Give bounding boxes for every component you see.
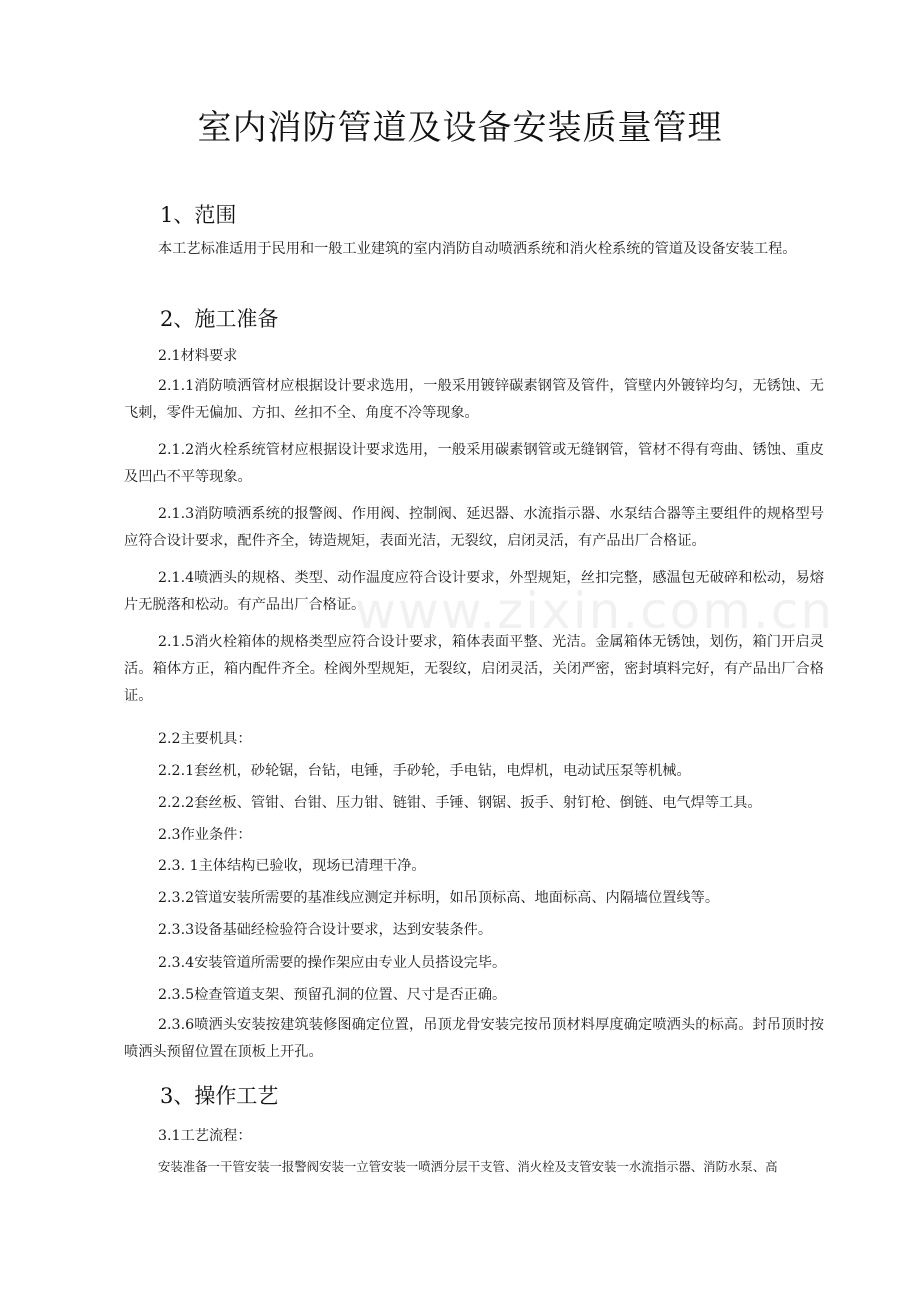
paragraph-2-1-5: 2.1.5消火栓箱体的规格类型应符合设计要求，箱体表面平整、光洁。金属箱体无锈蚀，划伤，箱门开启灵活。箱体方正，箱内配件齐全。栓阀外型规矩，无裂纹，启闭灵活，关闭严密，密封填料完好，有产品出厂合格证。 [124, 634, 824, 704]
process-flow-line: 安装准备一干管安装一报警阀安装一立管安装一喷洒分层干支管、消火栓及支管安装一水流指示器、消防水泵、高 [158, 1159, 778, 1174]
paragraph-2-1-4: 2.1.4喷洒头的规格、类型、动作温度应符合设计要求，外型规矩，丝扣完整，感温包无破碎和松动，易熔片无脱落和松动。有产品出厂合格证。 [124, 570, 824, 613]
section-heading-preparation: 2、施工准备 [160, 307, 279, 331]
subheading-2-2: 2.2主要机具： [158, 731, 252, 747]
paragraph-2-2-1: 2.2.1套丝机，砂轮锯，台钻，电锤，手砂轮，手电钻，电焊机，电动试压泵等机械。 [158, 763, 691, 779]
paragraph-2-3-5: 2.3.5检查管道支架、预留孔洞的位置、尺寸是否正确。 [158, 987, 507, 1003]
subheading-2-1: 2.1材料要求 [158, 348, 238, 364]
section-heading-process: 3、操作工艺 [160, 1084, 279, 1108]
watermark: www.zixin.com.cn [355, 582, 835, 640]
document-title: 室内消防管道及设备安装质量管理 [197, 108, 723, 148]
paragraph-2-3-6: 2.3.6喷洒头安装按建筑装修图确定位置，吊顶龙骨安装完按吊顶材料厚度确定喷洒头的标高。封吊顶时按喷洒头预留位置在顶板上开孔。 [124, 1017, 824, 1060]
paragraph-2-1-3: 2.1.3消防喷洒系统的报警阀、作用阀、控制阀、延迟器、水流指示器、水泵结合器等主要组件的规格型号应符合设计要求，配件齐全，铸造规矩，表面光洁，无裂纹，启闭灵活，有产品出厂合格证。 [124, 506, 824, 549]
paragraph-scope: 本工艺标准适用于民用和一般工业建筑的室内消防自动喷洒系统和消火栓系统的管道及设备安装工程。 [158, 241, 797, 257]
paragraph-2-3-2: 2.3.2管道安装所需要的基准线应测定并标明，如吊顶标高、地面标高、内隔墙位置线等。 [158, 890, 720, 906]
subheading-2-3: 2.3作业条件： [158, 827, 252, 843]
paragraph-2-3-4: 2.3.4安装管道所需要的操作架应由专业人员搭设完毕。 [158, 955, 507, 971]
section-heading-scope: 1、范围 [160, 203, 237, 227]
subheading-3-1: 3.1工艺流程： [158, 1128, 252, 1144]
paragraph-2-2-2: 2.2.2套丝板、管钳、台钳、压力钳、链钳、手锤、钢锯、扳手、射钉枪、倒链、电气焊等工具。 [158, 795, 762, 811]
paragraph-2-3-1: 2.3. 1主体结构已验收，现场已清理干净。 [158, 858, 426, 874]
paragraph-2-1-1: 2.1.1消防喷洒管材应根据设计要求选用，一般采用镀锌碳素钢管及管件，管壁内外镀锌均匀，无锈蚀、无飞刺，零件无偏加、方扣、丝扣不全、角度不冷等现象。 [124, 378, 824, 421]
paragraph-2-1-2: 2.1.2消火栓系统管材应根据设计要求选用，一般采用碳素钢管或无缝钢管，管材不得有弯曲、锈蚀、重皮及凹凸不平等现象。 [124, 442, 824, 485]
paragraph-2-3-3: 2.3.3设备基础经检验符合设计要求，达到安装条件。 [158, 922, 493, 938]
